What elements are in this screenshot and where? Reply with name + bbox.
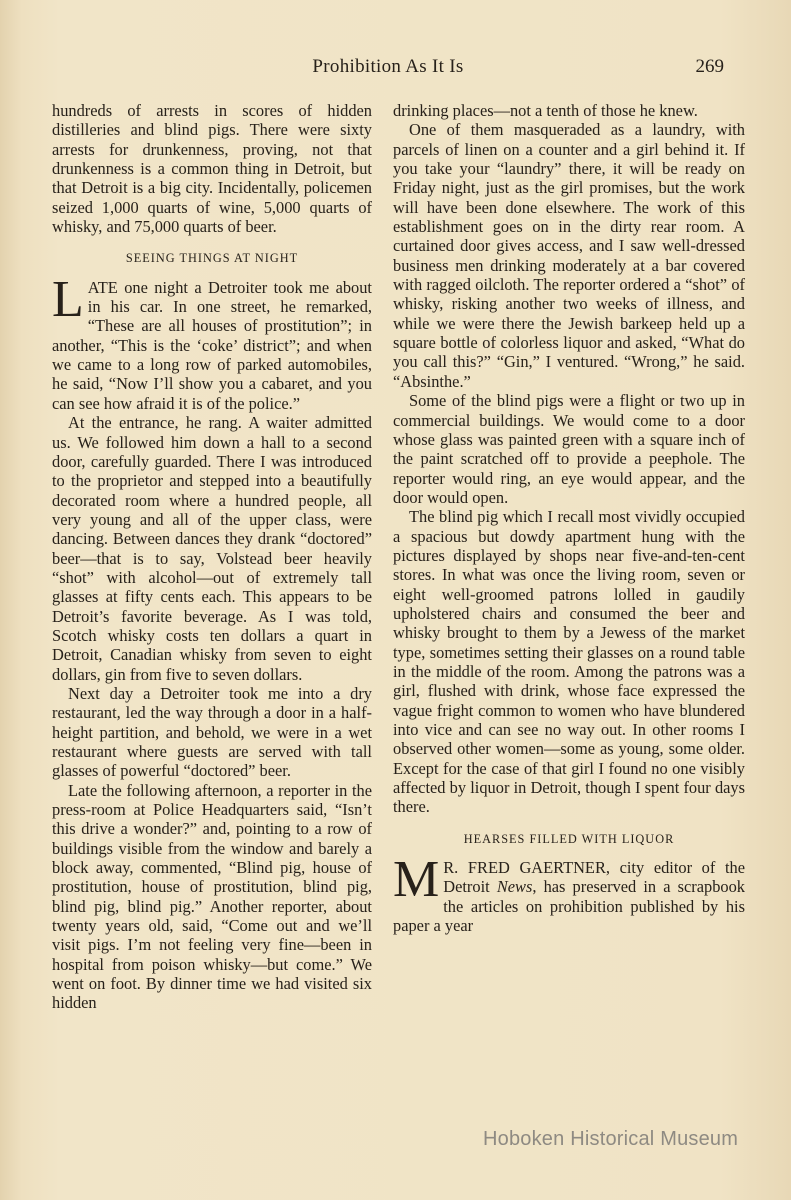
paragraph-text: ATE one night a Detroiter took me about in his car. In one street, he remarked, “These are all houses of prostitution”; in another, “This is the ‘coke’ district”; and when we came to a long row of parked automobiles, he said, “Now I’ll show you a cabaret, and you can see how afraid it is of the police.”	[52, 277, 372, 413]
paragraph: Next day a Detroiter took me into a dry restaurant, led the way through a door in a half-height partition, and behold, we were in a wet restaurant where guests are served with tall glasses of powerful “doctored” beer.	[52, 683, 372, 781]
paragraph: At the entrance, he rang. A waiter admitted us. We followed him down a hall to a second door, carefully guarded. There I was introduced to the proprietor and stepped into a beautifully decorated room where a hundred people, all very young and all of the upper class, were dancing. Between dances they drank “doctored” beer—that is to say, Volstead beer heavily “shot” with alcohol—out of extremely tall glasses at fifty cents each. This appears to be Detroit’s favorite beverage. As I was told, Scotch whisky costs ten dollars a quart in Detroit, Canadian whisky from seven to eight dollars, gin from five to seven dollars.	[52, 413, 372, 684]
paragraph: hundreds of arrests in scores of hidden distilleries and blind pigs. There were sixty arrests for drunkenness, proving, not that drunkenness is a common thing in Detroit, but that Detroit is a big city. Incidentally, policemen seized 1,000 quarts of wine, 5,000 quarts of whisky, and 75,000 quarts of beer.	[52, 101, 372, 237]
page-number: 269	[695, 56, 724, 77]
page-header	[52, 56, 724, 84]
section-heading-seeing-things: SEEING THINGS AT NIGHT	[125, 251, 299, 266]
drop-cap: M	[393, 851, 440, 909]
right-column	[393, 101, 745, 935]
newspaper-name: News	[496, 877, 533, 897]
paragraph-text: R. FRED GAERTNER, city editor of the Detroit	[443, 858, 745, 897]
running-title: Prohibition As It Is	[312, 56, 464, 77]
paragraph-text: , has preserved in a scrapbook the articles on prohibition published by his paper a year	[393, 877, 746, 936]
paragraph: drinking places—not a tenth of those he knew.	[393, 101, 698, 120]
watermark: Hoboken Historical Museum	[483, 1128, 739, 1150]
paragraph-with-dropcap	[393, 851, 746, 936]
paragraph-with-dropcap	[52, 270, 372, 413]
section-heading-hearses: HEARSES FILLED WITH LIQUOR	[463, 831, 675, 846]
left-column	[52, 101, 372, 1013]
paragraph: Some of the blind pigs were a flight or two up in commercial buildings. We would come to a door whose glass was painted green with a square inch of the paint scratched off to provide a peephole. The reporter would ring, an eye would appear, and the door would open.	[393, 391, 745, 507]
paragraph: Late the following afternoon, a reporter in the press-room at Police Headquarters said, “Isn’t this drive a wonder?” and, pointing to a row of buildings visible from the window and barely a block away, commented, “Blind pig, house of prostitution, house of prostitution, blind pig, blind pig, blind pig.” Another reporter, about twenty years old, said, “Come out and we’ll visit pigs. I’m not feeling very fine—been in hospital from poison whisky—but come.” We went on foot. By dinner time we had visited six hidden	[52, 780, 372, 1013]
paragraph: One of them masqueraded as a laundry, with parcels of linen on a counter and a girl behind it. If you take your “laundry” there, it will be ready on Friday night, just as the girl promises, but the work will have been done elsewhere. The work of this establishment goes on in the dirty rear room. A curtained door gives access, and I saw well-dressed business men drinking moderately at a bar covered with ragged oilcloth. The reporter ordered a “shot” of whisky, risking another two weeks of illness, and while we were there the Jewish barkeep held up a square bottle of colorless liquor and asked, “What do you call this?” “Gin,” I ventured. “Wrong,” he said. “Absinthe.”	[393, 120, 745, 391]
paragraph: The blind pig which I recall most vividly occupied a spacious but dowdy apartment hung with the pictures displayed by shops near five-and-ten-cent stores. In what was once the living room, seven or eight well-groomed patrons lolled in gaudily upholstered chairs and consumed the beer and whisky brought to them by a Jewess of the market type, sometimes setting their glasses on a round table in the middle of the room. Among the patrons was a girl, flushed with drink, whose face expressed the vague fright common to women who have blundered into vice and can see no way out. In other rooms I observed other women—some as young, some older. Except for the case of that girl I found no one visibly affected by liquor in Detroit, though I spent four days there.	[393, 507, 745, 817]
drop-cap: L	[52, 270, 84, 328]
